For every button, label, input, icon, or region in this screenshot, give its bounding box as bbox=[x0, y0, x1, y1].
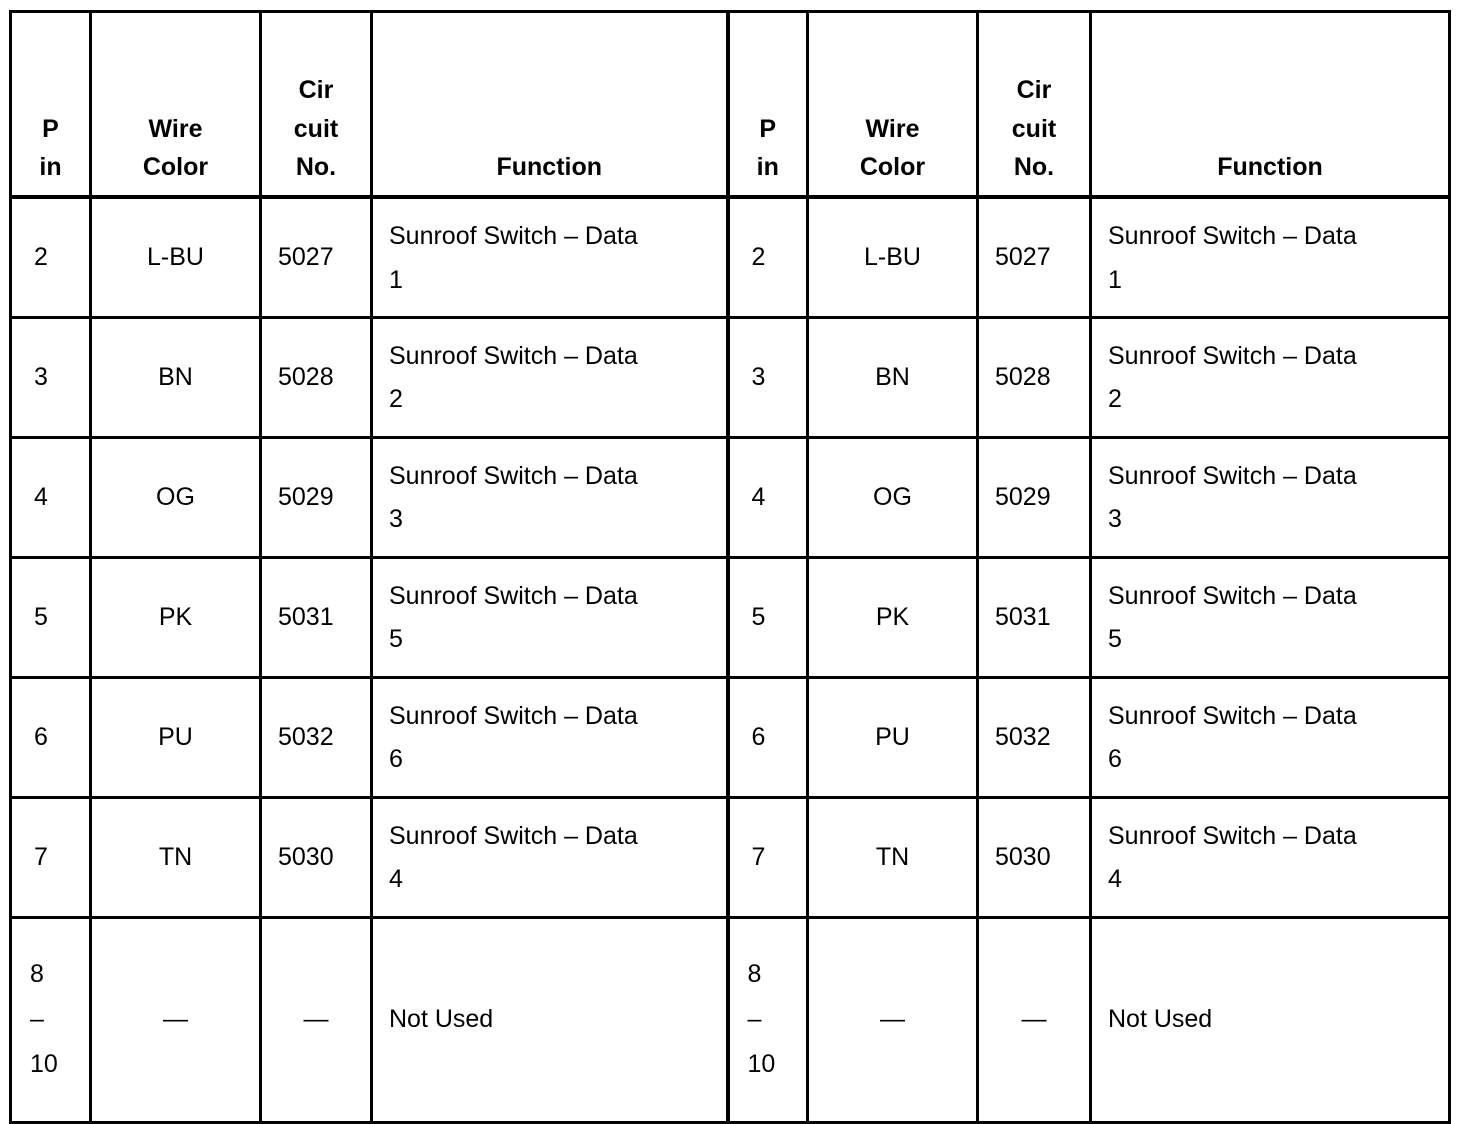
function-cell-right: Sunroof Switch – Data 2 bbox=[1091, 317, 1450, 437]
wire-color-cell-right: — bbox=[808, 917, 978, 1122]
function-cell: Not Used bbox=[372, 917, 728, 1122]
pin-cell-right: 3 bbox=[728, 317, 808, 437]
function-cell-right: Sunroof Switch – Data 1 bbox=[1091, 197, 1450, 317]
table-row bbox=[11, 197, 1450, 317]
table-row bbox=[11, 317, 1450, 437]
circuit-cell-right: 5030 bbox=[978, 797, 1091, 917]
wire-color-cell: PU bbox=[91, 677, 261, 797]
header-wire-color-right: Wire Color bbox=[808, 12, 978, 198]
pin-cell-right: 6 bbox=[728, 677, 808, 797]
pin-cell-right: 2 bbox=[728, 197, 808, 317]
circuit-cell-right: — bbox=[978, 917, 1091, 1122]
header-circuit-no-right: Cir cuit No. bbox=[978, 12, 1091, 198]
pin-cell: 7 bbox=[11, 797, 91, 917]
circuit-cell-right: 5032 bbox=[978, 677, 1091, 797]
function-cell-right: Not Used bbox=[1091, 917, 1450, 1122]
header-wire-color: Wire Color bbox=[91, 12, 261, 198]
header-function-right: Function bbox=[1091, 12, 1450, 198]
circuit-cell: — bbox=[261, 917, 372, 1122]
wire-color-cell-right: TN bbox=[808, 797, 978, 917]
pin-cell-right: 4 bbox=[728, 437, 808, 557]
wire-color-cell-right: PK bbox=[808, 557, 978, 677]
function-cell: Sunroof Switch – Data 5 bbox=[372, 557, 728, 677]
circuit-cell-right: 5029 bbox=[978, 437, 1091, 557]
circuit-cell: 5032 bbox=[261, 677, 372, 797]
circuit-cell: 5028 bbox=[261, 317, 372, 437]
pin-range-cell: 8 – 10 bbox=[11, 917, 91, 1122]
function-cell: Sunroof Switch – Data 4 bbox=[372, 797, 728, 917]
pin-cell: 4 bbox=[11, 437, 91, 557]
circuit-cell: 5031 bbox=[261, 557, 372, 677]
circuit-cell: 5027 bbox=[261, 197, 372, 317]
pin-cell-right: 7 bbox=[728, 797, 808, 917]
wire-color-cell: TN bbox=[91, 797, 261, 917]
function-cell-right: Sunroof Switch – Data 3 bbox=[1091, 437, 1450, 557]
wire-color-cell: — bbox=[91, 917, 261, 1122]
table-row bbox=[11, 437, 1450, 557]
circuit-cell-right: 5031 bbox=[978, 557, 1091, 677]
table-row bbox=[11, 557, 1450, 677]
circuit-cell-right: 5027 bbox=[978, 197, 1091, 317]
wire-color-cell-right: L-BU bbox=[808, 197, 978, 317]
pin-cell: 5 bbox=[11, 557, 91, 677]
connector-pinout-table bbox=[9, 10, 1451, 1124]
header-row bbox=[11, 12, 1450, 198]
function-cell-right: Sunroof Switch – Data 5 bbox=[1091, 557, 1450, 677]
header-function: Function bbox=[372, 12, 728, 198]
circuit-cell: 5030 bbox=[261, 797, 372, 917]
pin-cell-right: 5 bbox=[728, 557, 808, 677]
pin-range-cell-right: 8 – 10 bbox=[728, 917, 808, 1122]
function-cell-right: Sunroof Switch – Data 4 bbox=[1091, 797, 1450, 917]
pin-cell: 3 bbox=[11, 317, 91, 437]
wire-color-cell: L-BU bbox=[91, 197, 261, 317]
header-circuit-no: Cir cuit No. bbox=[261, 12, 372, 198]
table-row bbox=[11, 677, 1450, 797]
wire-color-cell: PK bbox=[91, 557, 261, 677]
function-cell: Sunroof Switch – Data 6 bbox=[372, 677, 728, 797]
wire-color-cell: OG bbox=[91, 437, 261, 557]
function-cell: Sunroof Switch – Data 1 bbox=[372, 197, 728, 317]
wire-color-cell-right: BN bbox=[808, 317, 978, 437]
circuit-cell-right: 5028 bbox=[978, 317, 1091, 437]
wire-color-cell: BN bbox=[91, 317, 261, 437]
table-row bbox=[11, 797, 1450, 917]
wire-color-cell-right: OG bbox=[808, 437, 978, 557]
function-cell: Sunroof Switch – Data 2 bbox=[372, 317, 728, 437]
function-cell-right: Sunroof Switch – Data 6 bbox=[1091, 677, 1450, 797]
pin-cell: 2 bbox=[11, 197, 91, 317]
header-pin: P in bbox=[11, 12, 91, 198]
header-pin-right: P in bbox=[728, 12, 808, 198]
table-row-not-used bbox=[11, 917, 1450, 1122]
wire-color-cell-right: PU bbox=[808, 677, 978, 797]
function-cell: Sunroof Switch – Data 3 bbox=[372, 437, 728, 557]
circuit-cell: 5029 bbox=[261, 437, 372, 557]
pin-cell: 6 bbox=[11, 677, 91, 797]
